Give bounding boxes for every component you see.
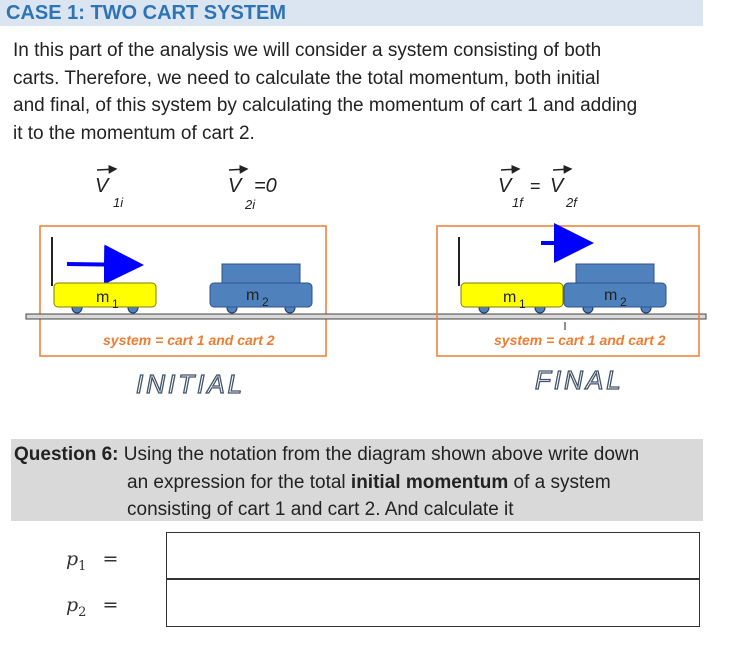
p2-subscript: 2 [78, 604, 87, 620]
intro-line: it to the momentum of cart 2. [13, 122, 255, 144]
section-heading: CASE 1: TWO CART SYSTEM [6, 2, 287, 24]
final-equals: = [530, 176, 541, 196]
initial-system-label: system = cart 1 and cart 2 [103, 332, 275, 348]
initial-title: INITIAL [136, 369, 246, 399]
cart-1-final [461, 283, 563, 313]
final-system-label: system = cart 1 and cart 2 [494, 332, 666, 348]
question-line-3: consisting of cart 1 and cart 2. And calculate it [127, 499, 514, 520]
p2-answer-input[interactable] [167, 580, 699, 626]
v2f-subscript: 2f [566, 195, 577, 210]
cart-1-mass-subscript: 1 [519, 297, 526, 311]
question-text: of a system [508, 471, 611, 493]
v2i-equals-zero: =0 [254, 175, 277, 197]
cart-2-body [210, 283, 312, 307]
vector-arrow-icon [97, 169, 116, 170]
intro-line: In this part of the analysis we will consider a system consisting of both [13, 40, 602, 61]
v1i-label [95, 169, 124, 210]
v2f-symbol: V [550, 175, 564, 197]
question-text: an expression for the total [127, 471, 351, 493]
p2-answer-box[interactable] [166, 579, 700, 627]
p1-subscript: 1 [78, 558, 87, 574]
p2-label [66, 594, 118, 620]
vector-arrow-icon [553, 169, 571, 170]
velocity-arrow-icon [67, 264, 140, 265]
collision-diagram [0, 155, 750, 410]
question-line-1 [14, 441, 639, 469]
cart-2-mass-label: m [246, 287, 260, 304]
intro-paragraph [13, 37, 713, 147]
cart-1-mass-label: m [503, 289, 517, 306]
p1-answer-input[interactable] [167, 533, 699, 578]
final-diagram [437, 169, 699, 395]
question-text: Using the notation from the diagram shown above write down [118, 444, 640, 465]
cart-2-mass-label: m [604, 287, 618, 304]
p1-symbol: p [66, 548, 79, 570]
question-6 [14, 441, 639, 524]
vector-arrow-icon [501, 169, 519, 170]
intro-line: and final, of this system by calculating the momentum of cart 1 and adding [13, 95, 638, 116]
question-label: Question 6: [14, 444, 119, 465]
cart-2-initial [210, 264, 312, 313]
intro-line: carts. Therefore, we need to calculate the total momentum, both initial [13, 67, 600, 89]
p2-equals: = [102, 594, 119, 616]
track [26, 314, 706, 319]
v1f-symbol: V [498, 175, 512, 197]
p1-equals: = [102, 548, 119, 570]
p1-label [66, 548, 118, 574]
final-velocity-label [498, 169, 578, 210]
v2i-symbol: V [228, 175, 242, 197]
cart-1-mass-label: m [96, 289, 110, 306]
p1-answer-box[interactable] [166, 532, 700, 579]
vector-arrow-icon [229, 169, 247, 170]
cart-2-mass-subscript: 2 [620, 295, 627, 309]
final-title: FINAL [535, 365, 624, 395]
question-emphasis: initial momentum [350, 471, 509, 493]
v1i-symbol: V [95, 175, 109, 197]
cart-2-mass-subscript: 2 [262, 295, 269, 309]
v2i-subscript: 2i [245, 197, 256, 212]
cart-1-mass-subscript: 1 [112, 297, 119, 311]
question-line-2 [14, 469, 639, 497]
v1i-subscript: 1i [113, 195, 124, 210]
initial-diagram [40, 169, 326, 399]
cart-1-initial [54, 283, 156, 313]
v1f-subscript: 1f [512, 195, 523, 210]
cart-2-final [564, 264, 666, 313]
p2-symbol: p [66, 594, 79, 616]
v2i-label [228, 169, 277, 212]
